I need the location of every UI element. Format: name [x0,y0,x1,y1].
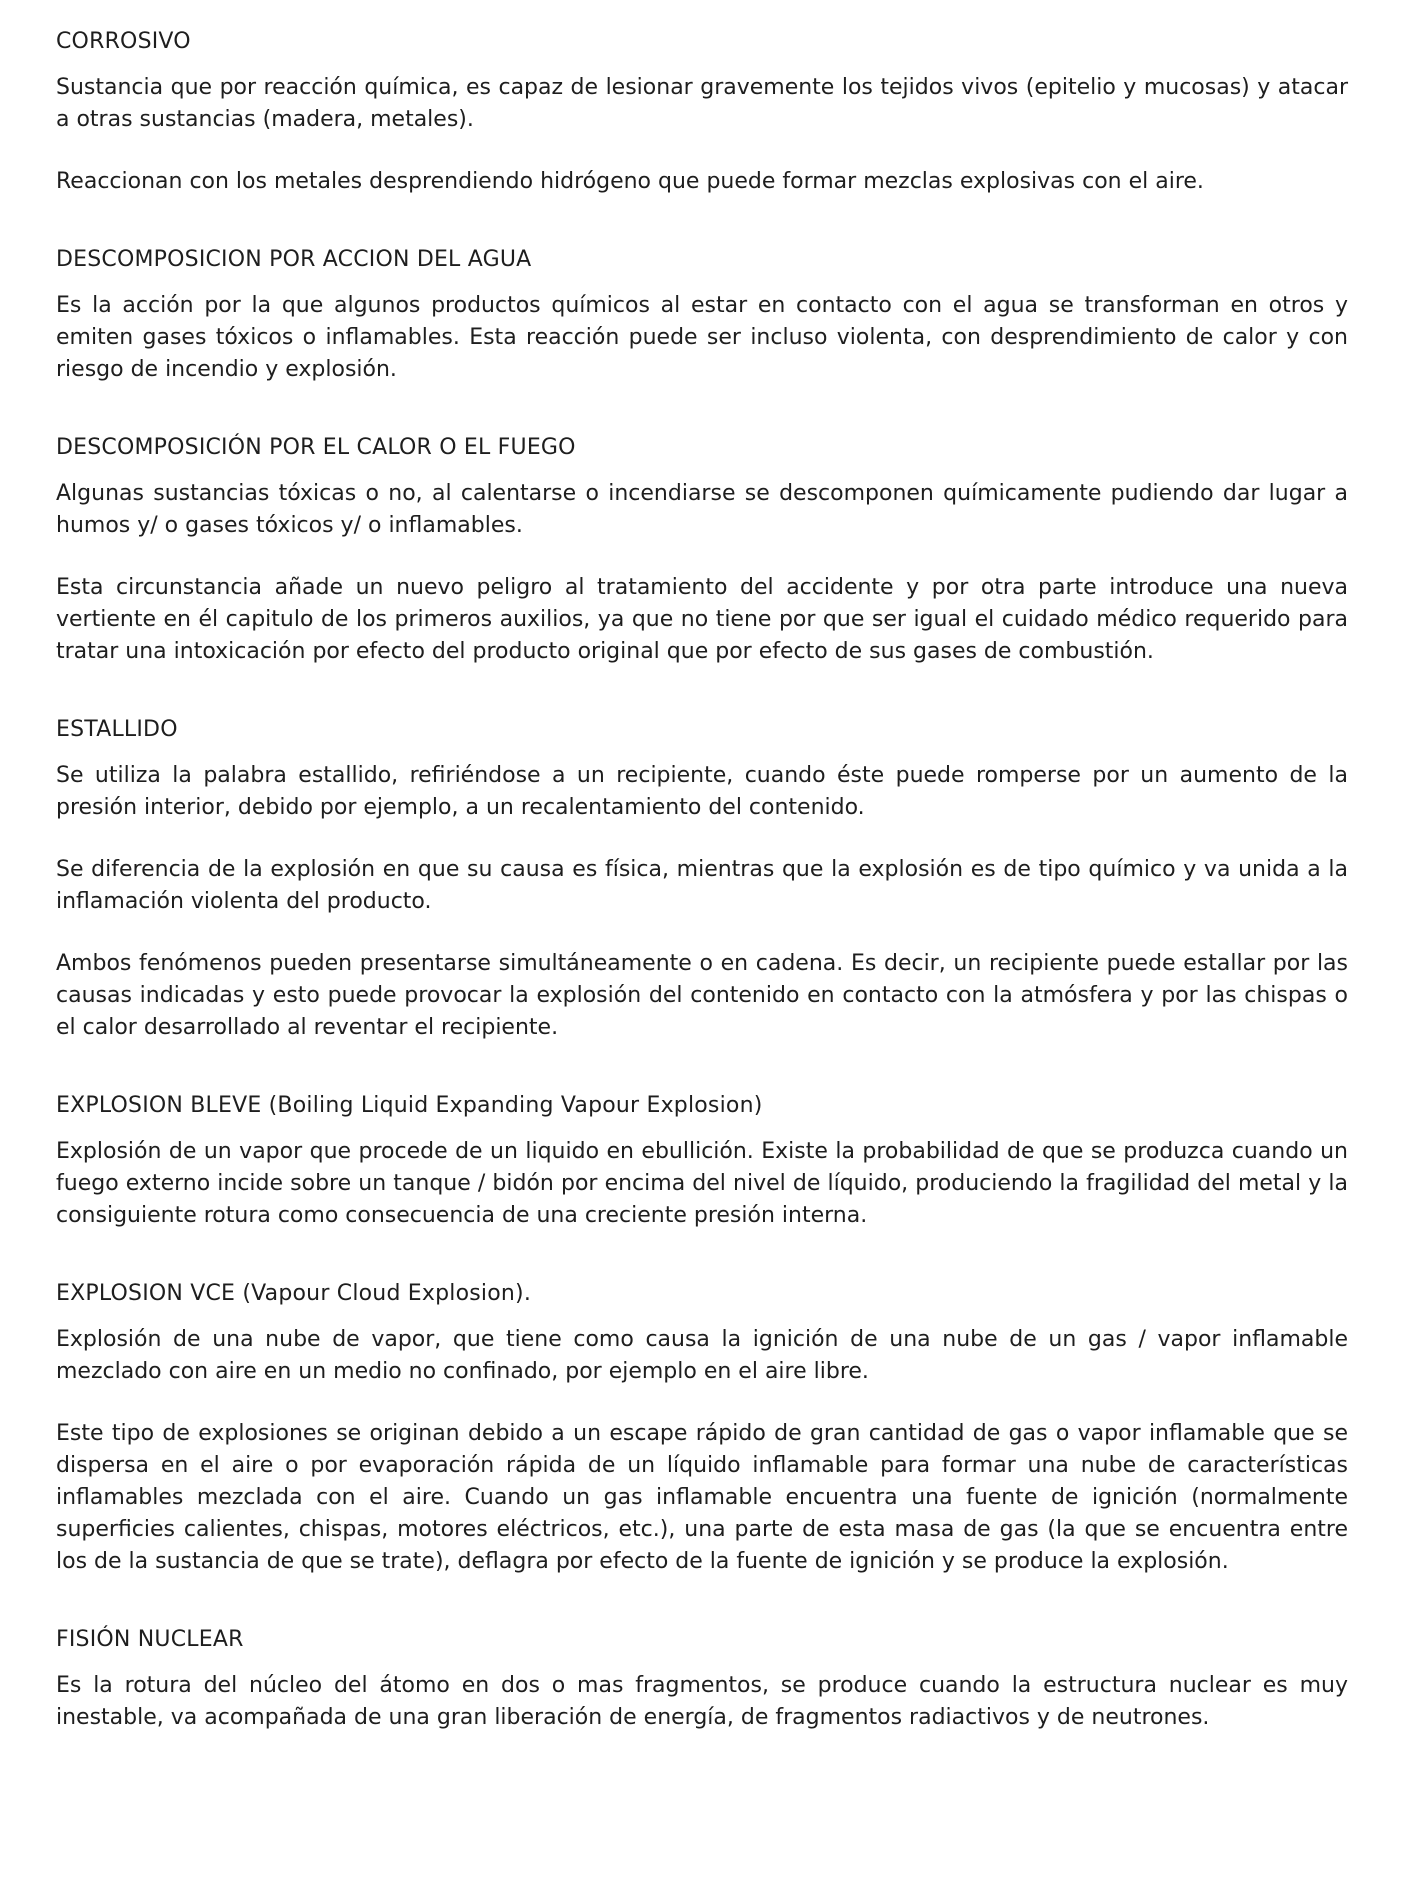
section-title: EXPLOSION BLEVE (Boiling Liquid Expanding Vapour Explosion) [56,1093,763,1118]
section-descomposicion-agua [56,244,1348,386]
paragraph: Algunas sustancias tóxicas o no, al calentarse o incendiarse se descomponen químicamente pudiendo dar lugar a humos y/ o gases tóxicos y/ o inflamables. [56,481,1348,538]
paragraph: Explosión de una nube de vapor, que tiene como causa la ignición de una nube de un gas / vapor inflamable mezclado con aire en un medio no confinado, por ejemplo en el aire libre. [56,1327,1348,1384]
section-descomposicion-calor [56,432,1348,668]
section-estallido [56,714,1348,1044]
section-title: ESTALLIDO [56,717,178,742]
section-title: DESCOMPOSICION POR ACCION DEL AGUA [56,247,532,272]
section-title: FISIÓN NUCLEAR [56,1627,244,1652]
paragraph: Reaccionan con los metales desprendiendo hidrógeno que puede formar mezclas explosivas con el aire. [56,169,1204,194]
paragraph: Se utiliza la palabra estallido, refiriéndose a un recipiente, cuando éste puede romperse por un aumento de la presión interior, debido por ejemplo, a un recalentamiento del contenido. [56,763,1348,820]
paragraph: Este tipo de explosiones se originan debido a un escape rápido de gran cantidad de gas o vapor inflamable que se dispersa en el aire o por evaporación rápida de un líquido inflamable para formar una nube de características inflamables mezclada con el aire. Cuando un gas inflamable encuentra una fuente de ignición (normalmente superficies calientes, chispas, motores eléctricos, etc.), una parte de esta masa de gas (la que se encuentra entre los de la sustancia de que se trate), deflagra por efecto de la fuente de ignición y se produce la explosión. [56,1421,1348,1574]
paragraph: Explosión de un vapor que procede de un liquido en ebullición. Existe la probabilidad de que se produzca cuando un fuego externo incide sobre un tanque / bidón por encima del nivel de líquido, produciendo la fragilidad del metal y la consiguiente rotura como consecuencia de una creciente presión interna. [56,1139,1348,1228]
paragraph: Ambos fenómenos pueden presentarse simultáneamente o en cadena. Es decir, un recipiente puede estallar por las causas indicadas y esto puede provocar la explosión del contenido en contacto con la atmósfera y por las chispas o el calor desarrollado al reventar el recipiente. [56,951,1348,1040]
paragraph: Esta circunstancia añade un nuevo peligro al tratamiento del accidente y por otra parte introduce una nueva vertiente en él capitulo de los primeros auxilios, ya que no tiene por que ser igual el cuidado médico requerido para tratar una intoxicación por efecto del producto original que por efecto de sus gases de combustión. [56,575,1348,664]
section-corrosivo [56,26,1348,198]
paragraph: Es la acción por la que algunos productos químicos al estar en contacto con el agua se transforman en otros y emiten gases tóxicos o inflamables. Esta reacción puede ser incluso violenta, con desprendimiento de calor y con riesgo de incendio y explosión. [56,293,1348,382]
section-explosion-vce [56,1278,1348,1578]
paragraph: Se diferencia de la explosión en que su causa es física, mientras que la explosión es de tipo químico y va unida a la inflamación violenta del producto. [56,857,1348,914]
section-title: CORROSIVO [56,29,191,54]
section-title: EXPLOSION VCE (Vapour Cloud Explosion). [56,1281,532,1306]
section-fision-nuclear [56,1624,1348,1734]
paragraph: Es la rotura del núcleo del átomo en dos o mas fragmentos, se produce cuando la estructura nuclear es muy inestable, va acompañada de una gran liberación de energía, de fragmentos radiactivos y de neutrones. [56,1673,1348,1730]
document-page [56,26,1348,1734]
section-explosion-bleve [56,1090,1348,1232]
paragraph: Sustancia que por reacción química, es capaz de lesionar gravemente los tejidos vivos (epitelio y mucosas) y atacar a otras sustancias (madera, metales). [56,75,1348,132]
section-title: DESCOMPOSICIÓN POR EL CALOR O EL FUEGO [56,435,576,460]
